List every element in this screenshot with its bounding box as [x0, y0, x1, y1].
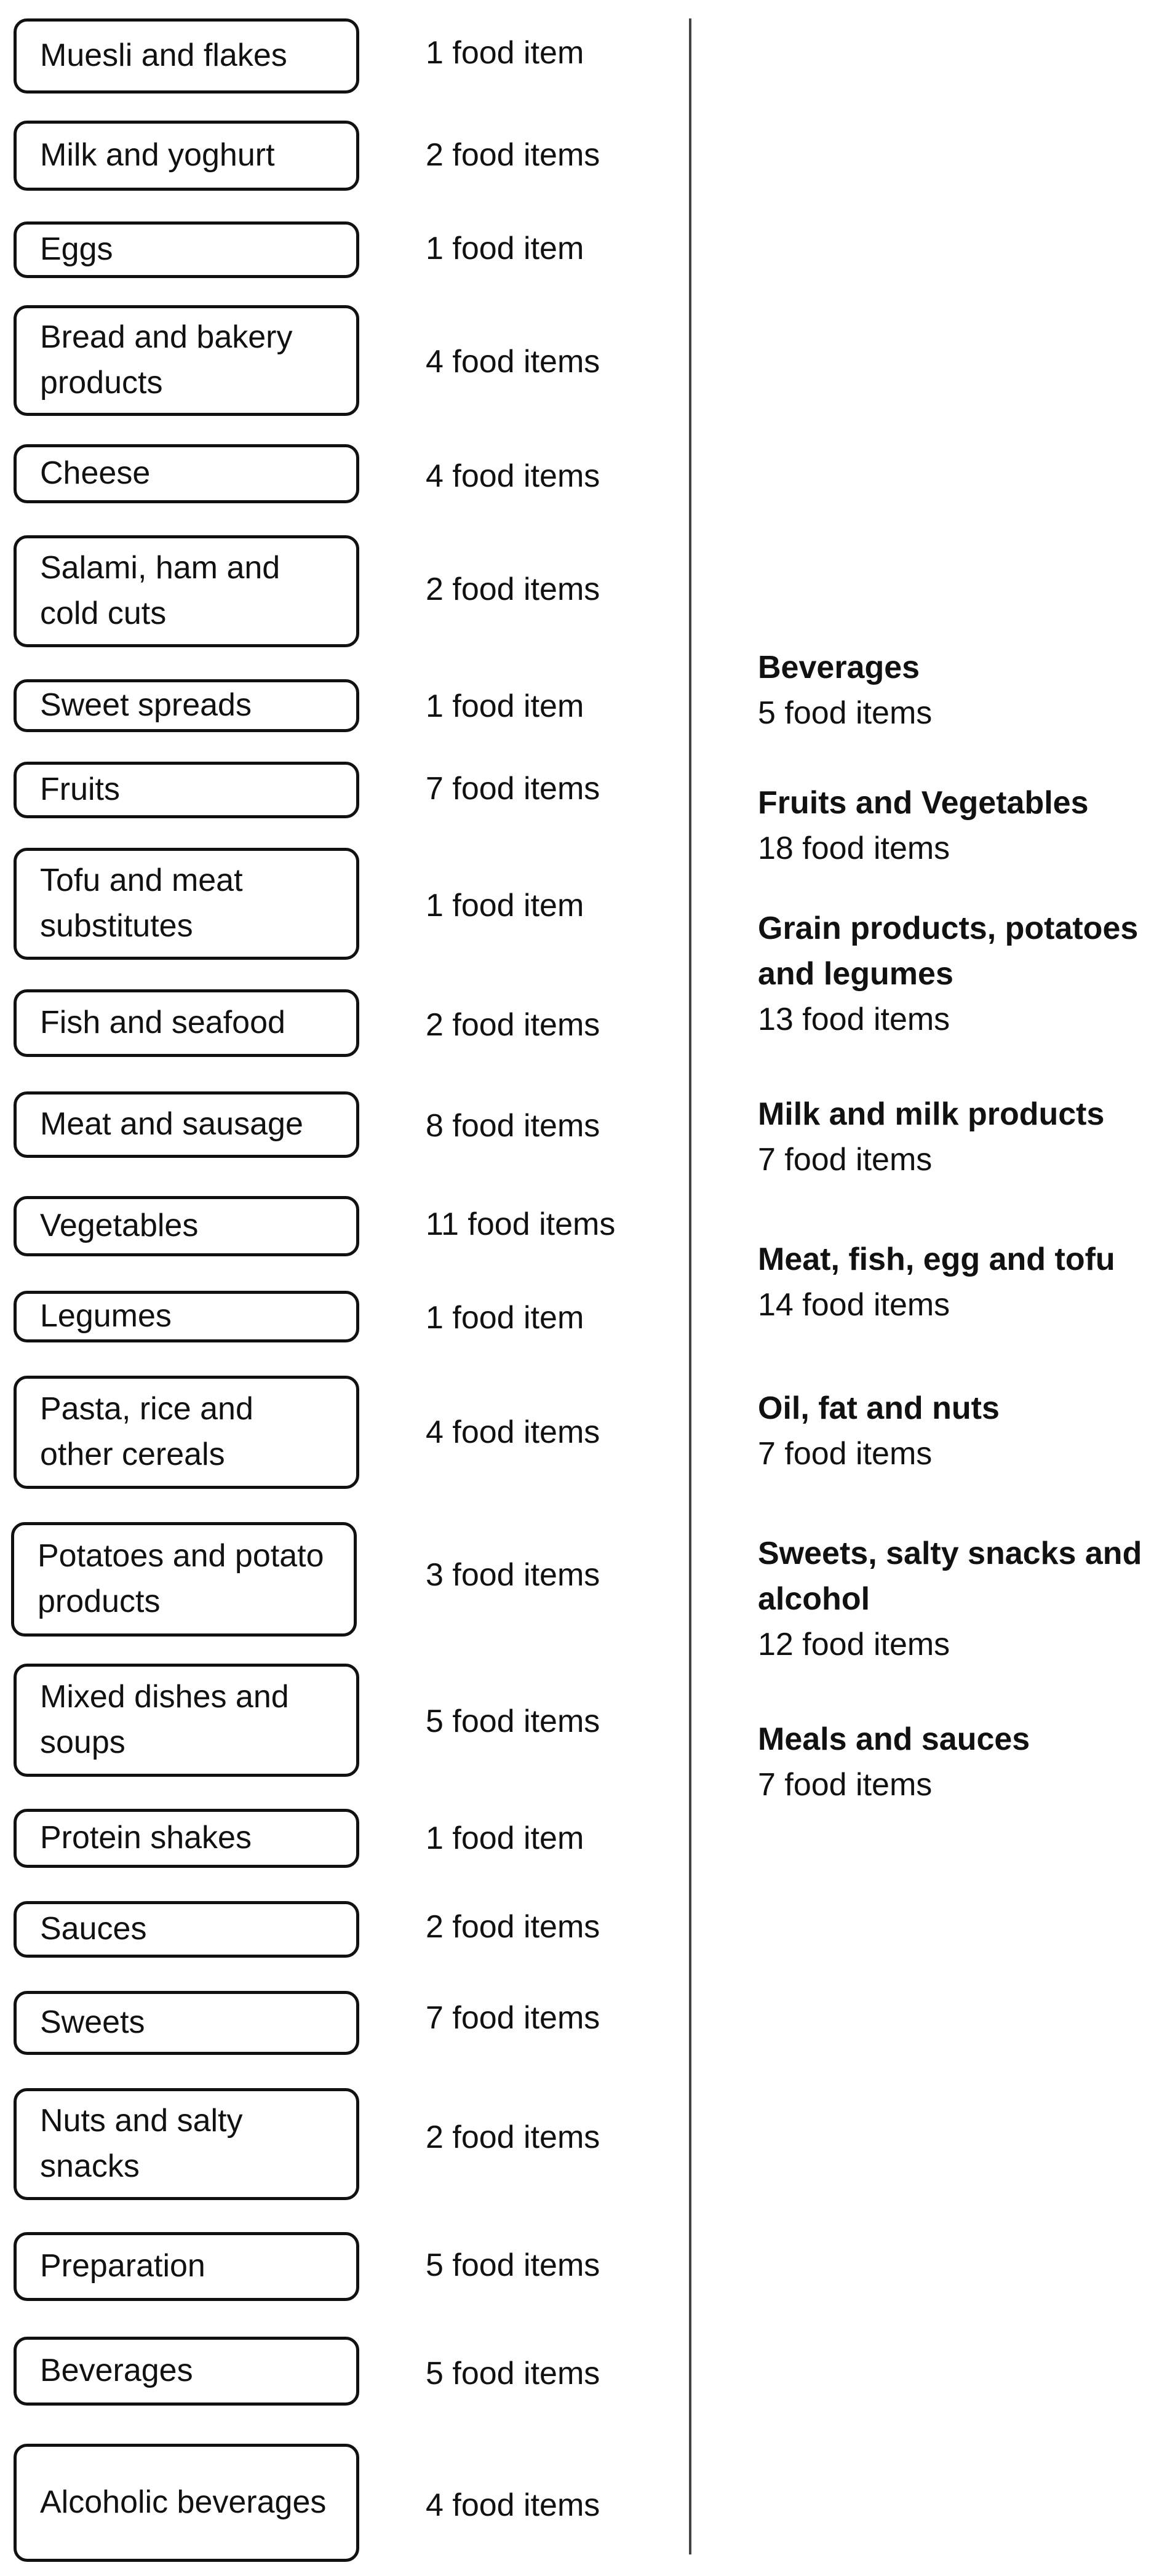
group-title: Meat, fish, egg and tofu — [758, 1242, 1115, 1277]
category-box — [14, 1991, 359, 2055]
category-box — [14, 535, 359, 647]
category-count: 1 food item — [426, 1820, 584, 1856]
category-count: 11 food items — [426, 1206, 616, 1242]
category-box — [14, 18, 359, 94]
category-count: 1 food item — [426, 888, 584, 923]
category-label: Meat and sausage — [40, 1106, 303, 1142]
category-count: 3 food items — [426, 1557, 600, 1593]
group-entry — [758, 645, 1152, 736]
group-entry — [758, 1717, 1152, 1808]
category-count: 7 food items — [426, 771, 600, 807]
group-title: Oil, fat and nuts — [758, 1390, 1000, 1426]
category-count: 2 food items — [426, 1909, 600, 1945]
category-box — [14, 2088, 359, 2200]
group-title: Grain products, potatoes and legumes — [758, 911, 1139, 992]
category-box — [14, 1291, 359, 1342]
category-count: 1 food item — [426, 231, 584, 266]
category-box — [14, 1901, 359, 1958]
category-count: 1 food item — [426, 35, 584, 71]
category-box — [14, 444, 359, 503]
group-count: 14 food items — [758, 1287, 950, 1323]
group-title: Meals and sauces — [758, 1721, 1030, 1757]
category-label: Preparation — [40, 2248, 205, 2284]
category-box — [14, 221, 359, 278]
group-title: Milk and milk products — [758, 1096, 1105, 1132]
category-label: Muesli and flakes — [40, 38, 287, 74]
group-entry — [758, 1237, 1152, 1328]
category-count: 4 food items — [426, 344, 600, 380]
category-label: Nuts and salty snacks — [40, 2103, 243, 2184]
group-count: 5 food items — [758, 695, 933, 731]
category-count: 5 food items — [426, 1704, 600, 1739]
category-box — [14, 2232, 359, 2301]
category-box — [14, 2444, 359, 2562]
category-count: 1 food item — [426, 1300, 584, 1336]
category-label: Salami, ham and cold cuts — [40, 550, 281, 631]
category-count: 5 food items — [426, 2247, 600, 2283]
category-label: Fish and seafood — [40, 1005, 285, 1041]
category-label: Fruits — [40, 772, 120, 808]
group-title: Beverages — [758, 650, 920, 685]
category-box — [14, 679, 359, 732]
group-entry — [758, 906, 1152, 1042]
category-box — [14, 2337, 359, 2406]
group-count: 7 food items — [758, 1436, 933, 1472]
group-title: Sweets, salty snacks and alcohol — [758, 1536, 1142, 1617]
category-count: 2 food items — [426, 1007, 600, 1043]
group-count: 7 food items — [758, 1767, 933, 1803]
category-count: 5 food items — [426, 2356, 600, 2391]
category-count: 2 food items — [426, 2119, 600, 2155]
category-label: Sweet spreads — [40, 687, 252, 724]
group-count: 13 food items — [758, 1002, 950, 1037]
category-count: 1 food item — [426, 688, 584, 724]
group-count: 7 food items — [758, 1142, 933, 1178]
group-title: Fruits and Vegetables — [758, 785, 1089, 821]
category-box — [14, 1664, 359, 1777]
category-label: Sweets — [40, 2004, 145, 2041]
category-box — [14, 121, 359, 191]
category-label: Legumes — [40, 1298, 172, 1334]
category-label: Bread and bakery products — [40, 319, 293, 401]
category-box — [14, 1091, 359, 1158]
category-label: Eggs — [40, 231, 113, 268]
category-label: Vegetables — [40, 1208, 199, 1244]
category-label: Beverages — [40, 2353, 193, 2389]
category-count: 2 food items — [426, 137, 600, 173]
group-entry — [758, 1386, 1152, 1477]
category-count: 8 food items — [426, 1108, 600, 1144]
group-entry — [758, 1531, 1152, 1667]
category-label: Alcoholic beverages — [40, 2484, 327, 2521]
category-box — [14, 762, 359, 818]
category-box — [11, 1522, 357, 1637]
category-label: Sauces — [40, 1911, 147, 1947]
category-label: Pasta, rice and other cereals — [40, 1391, 253, 1472]
group-entry — [758, 780, 1152, 871]
category-count: 2 food items — [426, 572, 600, 607]
group-count: 18 food items — [758, 831, 950, 866]
category-box — [14, 989, 359, 1057]
category-count: 7 food items — [426, 2000, 600, 2036]
category-count: 4 food items — [426, 1414, 600, 1450]
category-box — [14, 305, 359, 416]
category-label: Cheese — [40, 455, 151, 492]
category-box — [14, 848, 359, 960]
category-count: 4 food items — [426, 458, 600, 494]
category-box — [14, 1196, 359, 1256]
category-label: Potatoes and potato products — [38, 1538, 324, 1619]
column-divider — [689, 18, 691, 2554]
category-label: Tofu and meat substitutes — [40, 863, 243, 944]
category-label: Milk and yoghurt — [40, 137, 275, 173]
group-count: 12 food items — [758, 1627, 950, 1662]
category-box — [14, 1376, 359, 1489]
category-label: Protein shakes — [40, 1820, 252, 1856]
category-box — [14, 1809, 359, 1868]
group-entry — [758, 1091, 1152, 1182]
category-count: 4 food items — [426, 2487, 600, 2523]
category-label: Mixed dishes and soups — [40, 1679, 289, 1760]
